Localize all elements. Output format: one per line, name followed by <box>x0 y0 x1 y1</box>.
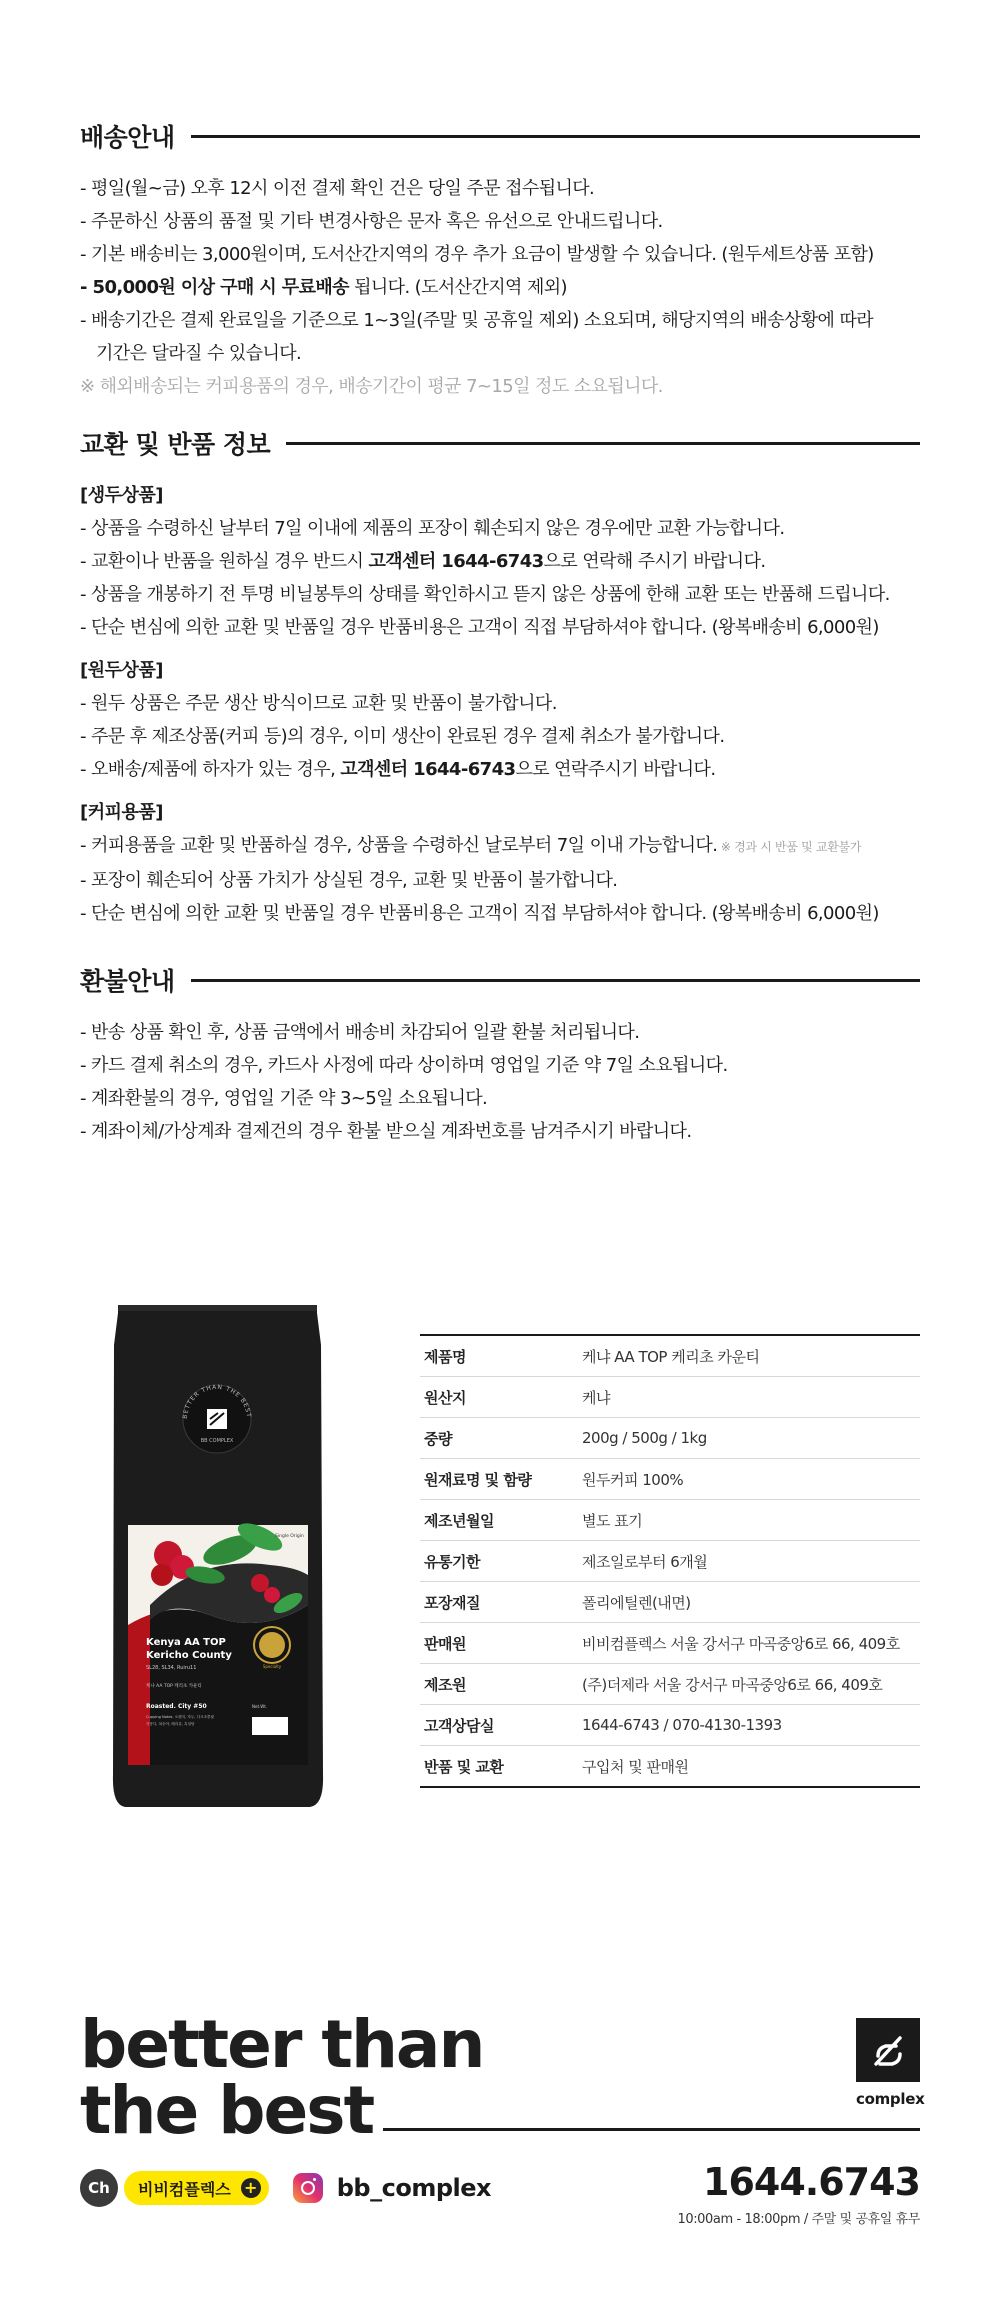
bag-medal-text: Specialty <box>262 1664 282 1669</box>
shipping-line: - 평일(월~금) 오후 12시 이전 결제 확인 건은 당일 주문 접수됩니다. <box>80 178 595 199</box>
spec-value: (주)더제라 서울 강서구 마곡중앙6로 66, 409호 <box>582 1675 883 1694</box>
spec-key: 원산지 <box>424 1388 466 1407</box>
shipping-title: 배송안내 <box>80 123 175 152</box>
exchange-header <box>80 425 920 461</box>
spec-value: 200g / 500g / 1kg <box>582 1429 707 1447</box>
shipping-line: - 배송기간은 결제 완료일을 기준으로 1~3일(주말 및 공휴일 제외) 소요되며, 해당지역의 배송상황에 따라 <box>80 310 874 331</box>
complex-logo-icon <box>856 2018 920 2082</box>
bag-label-notes: 자몽다, 복숭아, 베리류, 흑설탕 <box>146 1722 195 1726</box>
spec-row <box>420 1336 920 1377</box>
social-links <box>80 2168 491 2208</box>
green-bean-heading: [생두상품] <box>80 485 164 506</box>
exchange-line: - 단순 변심에 의한 교환 및 반품일 경우 반품비용은 고객이 직접 부담하셔야 합니다. (왕복배송비 6,000원) <box>80 903 879 924</box>
spec-key: 중량 <box>424 1429 452 1448</box>
section-divider <box>191 135 920 138</box>
spec-value: 1644-6743 / 070-4130-1393 <box>582 1716 782 1734</box>
text: 으로 연락해 주시기 바랍니다. <box>543 551 766 572</box>
shipping-line: 기간은 달라질 수 있습니다. <box>96 343 302 364</box>
text: - 커피용품을 교환 및 반품하실 경우, 상품을 수령하신 날로부터 7일 이내 가능합니다. <box>80 835 718 856</box>
section-divider <box>286 442 920 445</box>
business-hours: 10:00am - 18:00pm / 주말 및 공휴일 휴무 <box>677 2212 920 2227</box>
exchange-line: - 포장이 훼손되어 상품 가치가 상실된 경우, 교환 및 반품이 불가합니다. <box>80 870 618 891</box>
spec-row <box>420 1418 920 1459</box>
bag-label-notes: Cupping Notes. 오렌지, 자두, 다크초콜릿 <box>146 1715 214 1719</box>
bag-badge: Single Origin <box>275 1534 304 1539</box>
bag-label-kor: 케냐 AA TOP 케리초 카운티 <box>146 1684 202 1689</box>
exchange-section <box>80 425 920 930</box>
kakao-channel-name: 비비컴플렉스 <box>138 2179 231 2199</box>
exchange-line: - 주문 후 제조상품(커피 등)의 경우, 이미 생산이 완료된 경우 결제 취소가 불가합니다. <box>80 726 725 747</box>
customer-center-text: 고객센터 1644-6743 <box>368 551 544 572</box>
shipping-line: - 주문하신 상품의 품절 및 기타 변경사항은 문자 혹은 유선으로 안내드립니다. <box>80 211 663 232</box>
spec-row <box>420 1459 920 1500</box>
refund-line: - 계좌이체/가상계좌 결제건의 경우 환불 받으실 계좌번호를 남겨주시기 바랍니다. <box>80 1121 692 1142</box>
spec-value: 케냐 <box>582 1388 610 1407</box>
spec-key: 제조원 <box>424 1675 466 1694</box>
text: 으로 연락주시기 바랍니다. <box>515 759 716 780</box>
text: - 교환이나 반품을 원하실 경우 반드시 <box>80 551 369 572</box>
bag-label-roasted: Roasted. City #50 <box>146 1703 207 1710</box>
roasted-bean-heading: [원두상품] <box>80 660 164 681</box>
logo-text: complex <box>856 2090 925 2108</box>
exchange-line: - 상품을 개봉하기 전 투명 비닐봉투의 상태를 확인하시고 뜯지 않은 상품에 한해 교환 또는 반품해 드립니다. <box>80 584 890 605</box>
section-divider <box>191 979 920 982</box>
kakao-channel-icon[interactable]: Ch <box>80 2169 118 2207</box>
instagram-icon[interactable] <box>293 2173 323 2203</box>
shipping-line: - 기본 배송비는 3,000원이며, 도서산간지역의 경우 추가 요금이 발생할 수 있습니다. (원두세트상품 포함) <box>80 244 874 265</box>
shipping-note: ※ 해외배송되는 커피용품의 경우, 배송기간이 평균 7~15일 정도 소요됩니다. <box>80 376 663 397</box>
spec-key: 제품명 <box>424 1347 466 1366</box>
bag-label-varieties: SL28, SL34, Ruiru11 <box>146 1665 197 1671</box>
spec-row <box>420 1500 920 1541</box>
bag-brand-bottom: BB COMPLEX <box>200 1438 234 1444</box>
exchange-line <box>80 829 920 864</box>
spec-row <box>420 1623 920 1664</box>
bag-net-weight: Net.Wt. <box>252 1704 268 1709</box>
coffee-bag-image <box>110 1305 325 1810</box>
refund-line: - 카드 결제 취소의 경우, 카드사 사정에 따라 상이하며 영업일 기준 약 7일 소요됩니다. <box>80 1055 728 1076</box>
spec-row <box>420 1541 920 1582</box>
spec-row <box>420 1705 920 1746</box>
refund-header <box>80 962 920 998</box>
shipping-header <box>80 118 920 154</box>
spec-value: 케냐 AA TOP 케리초 카운티 <box>582 1347 760 1366</box>
phone-number: 1644.6743 <box>703 2160 920 2204</box>
refund-line: - 계좌환불의 경우, 영업일 기준 약 3~5일 소요됩니다. <box>80 1088 488 1109</box>
spec-key: 원재료명 및 함량 <box>424 1470 532 1489</box>
spec-row <box>420 1377 920 1418</box>
instagram-id[interactable]: bb_complex <box>336 2174 491 2202</box>
goods-small-note: ※ 경과 시 반품 및 교환불가 <box>717 840 862 854</box>
shipping-section <box>80 118 920 403</box>
spec-value: 제조일로부터 6개월 <box>582 1552 708 1571</box>
shipping-free-line <box>80 271 920 304</box>
spec-value: 폴리에틸렌(내면) <box>582 1593 691 1612</box>
product-spec-table <box>420 1334 920 1788</box>
exchange-line <box>80 753 920 786</box>
spec-row <box>420 1664 920 1705</box>
free-shipping-text: - 50,000원 이상 구매 시 무료배송 <box>80 277 349 298</box>
text: - 오배송/제품에 하자가 있는 경우, <box>80 759 341 780</box>
spec-key: 유통기한 <box>424 1552 480 1571</box>
bag-label-name: Kericho County <box>146 1650 232 1661</box>
spec-value: 비비컴플렉스 서울 강서구 마곡중앙6로 66, 409호 <box>582 1634 900 1653</box>
spec-key: 고객상담실 <box>424 1716 494 1735</box>
brand-slogan <box>80 2006 484 2149</box>
refund-line: - 반송 상품 확인 후, 상품 금액에서 배송비 차감되어 일괄 환불 처리됩니다. <box>80 1022 640 1043</box>
slogan-line: the best <box>80 2072 374 2149</box>
spec-row <box>420 1582 920 1623</box>
refund-title: 환불안내 <box>80 967 175 996</box>
spec-key: 포장재질 <box>424 1593 480 1612</box>
exchange-line: - 상품을 수령하신 날부터 7일 이내에 제품의 포장이 훼손되지 않은 경우에만 교환 가능합니다. <box>80 518 785 539</box>
slogan-line: better than <box>80 2006 484 2083</box>
exchange-line: - 원두 상품은 주문 생산 방식이므로 교환 및 반품이 불가합니다. <box>80 693 557 714</box>
spec-row <box>420 1746 920 1786</box>
exchange-line: - 단순 변심에 의한 교환 및 반품일 경우 반품비용은 고객이 직접 부담하셔야 합니다. (왕복배송비 6,000원) <box>80 617 879 638</box>
free-shipping-rest: 됩니다. (도서산간지역 제외) <box>348 277 567 298</box>
spec-value: 원두커피 100% <box>582 1470 684 1489</box>
kakao-channel-button[interactable] <box>124 2171 269 2205</box>
plus-icon: + <box>241 2178 261 2198</box>
coffee-goods-heading: [커피용품] <box>80 802 164 823</box>
bag-ring-text: BETTER THAN THE BEST <box>181 1383 253 1420</box>
exchange-line <box>80 545 920 578</box>
spec-key: 판매원 <box>424 1634 466 1653</box>
exchange-title: 교환 및 반품 정보 <box>80 430 271 459</box>
spec-key: 반품 및 교환 <box>424 1757 504 1776</box>
spec-value: 별도 표기 <box>582 1511 643 1530</box>
spec-value: 구입처 및 판매원 <box>582 1757 689 1776</box>
refund-section <box>80 962 920 1148</box>
footer-divider <box>383 2128 920 2131</box>
spec-key: 제조년월일 <box>424 1511 494 1530</box>
complex-logo <box>856 2018 925 2108</box>
customer-center-text: 고객센터 1644-6743 <box>340 759 516 780</box>
bag-label-title: Kenya AA TOP <box>146 1637 226 1648</box>
